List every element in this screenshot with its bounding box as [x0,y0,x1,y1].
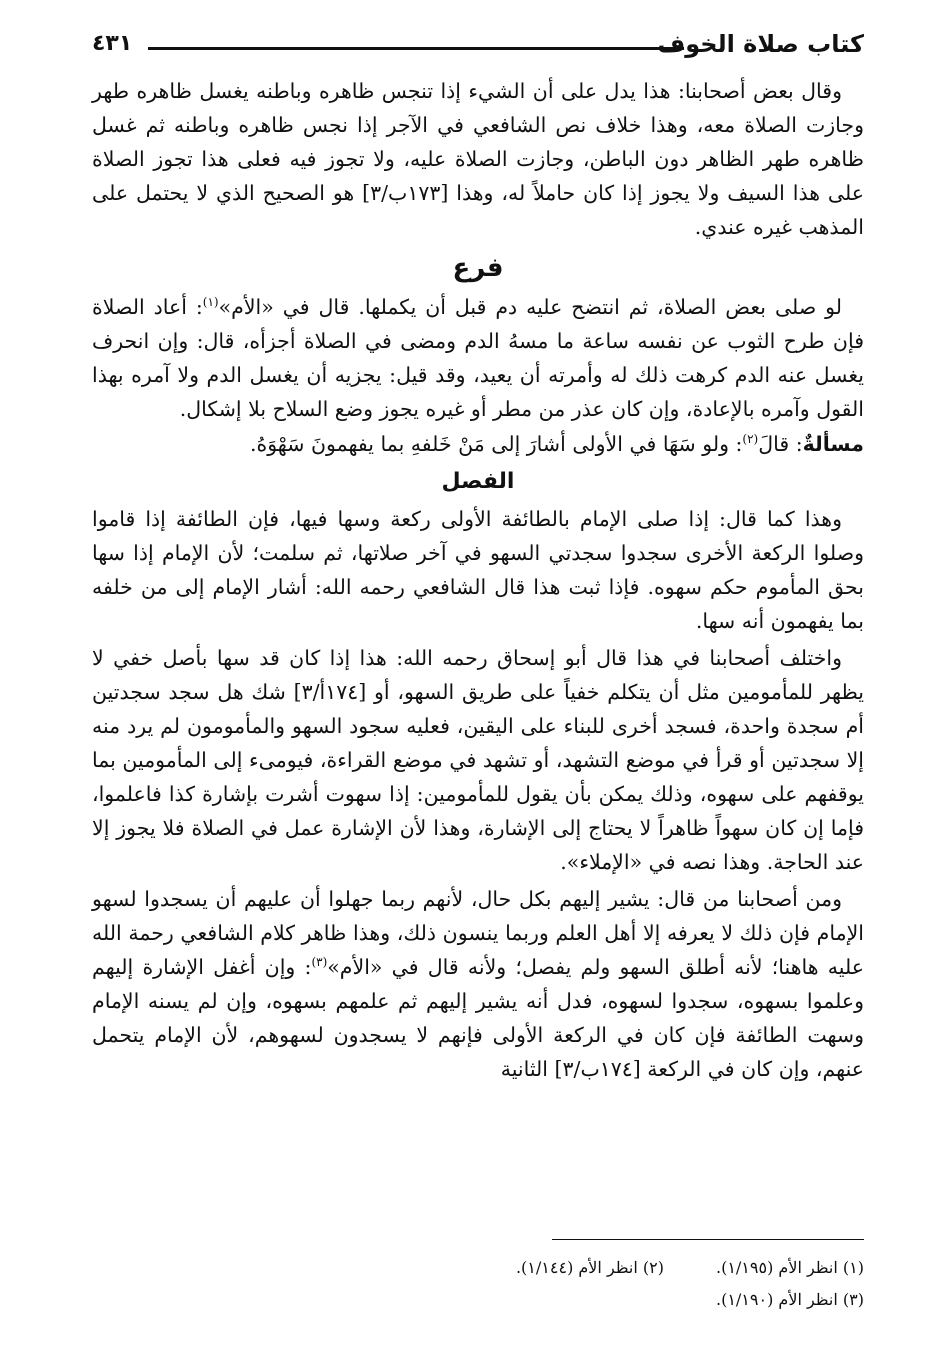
paragraph-5 [92,882,864,1086]
footnote-2: (٢) انظر الأم (١/١٤٤). [515,1258,664,1277]
masala-text-b: : ولو سَهَا في الأولى أشارَ إلى مَنْ خَلفهِ بما يفهمونَ سَهْوَهُ. [249,432,743,456]
book-title: كتاب صلاة الخوف [657,30,864,58]
footnote-row [304,1284,864,1316]
masala-label: مسألةٌ [802,432,864,456]
footnote-rule [552,1239,864,1240]
paragraph-2-text-b: : أعاد الصلاة فإن طرح الثوب عن نفسه ساعة ما مسهُ الدم ومضى في الصلاة أجزأه، قال: وإن انحرف يغسل عنه الدم كرهت ذلك له وأمرته أن يعيد، وقد قيل: يجزيه أن يغسل الدم ولا آمره بهذا القول وآمره بالإعادة، وإن كان عذر من مطر أو غيره يجوز وضع السلاح بلا إشكال. [92,295,864,421]
footnote-ref-2: (٢) [742,432,759,447]
paragraph-5-text-b: : وإن أغفل الإشارة إليهم وعلموا بسهوه، سجدوا لسهوه، فدل أنه يشير إليهم ثم علمهم بسهوه، وإن لم يسنه الإمام وسهت الطائفة فإن كان في الركعة الأولى فإنهم لا يسجدون لسهوهم، لأن الإمام يتحمل عنهم، وإن كان في الركعة [١٧٤ب/٣] الثانية [92,955,864,1081]
heading-fasl: الفصل [441,469,515,494]
main-text [92,74,864,1086]
footnote-3: (٣) انظر الأم (١/١٩٠). [715,1290,864,1309]
paragraph-2 [92,290,864,426]
heading-far: فرع [452,253,504,283]
footnote-row [304,1252,864,1284]
page-number: ٤٣١ [92,31,133,56]
footnote-ref-3: (٣) [311,955,328,970]
paragraph-3: وهذا كما قال: إذا صلى الإمام بالطائفة الأولى ركعة وسها فيها، فإن الطائفة إذا قاموا وصلوا الركعة الأخرى سجدوا سجدتي السهو في آخر صلاتها، ثم سلمت؛ لأن الإمام إذا سها بحق المأموم حكم سهوه. فإذا ثبت هذا قال الشافعي رحمه الله: أشار الإمام إلى من خلفه بما يفهمون أنه سها. [92,507,864,633]
paragraph-2-text-a: لو صلى بعض الصلاة، ثم انتضح عليه دم قبل أن يكملها. قال في «الأم» [218,295,843,319]
footnote-ref-1: (١) [202,295,219,310]
masala-line [92,426,864,462]
footnote-1: (١) انظر الأم (١/١٩٥). [715,1258,864,1277]
footnotes [304,1252,864,1316]
paragraph-1: وقال بعض أصحابنا: هذا يدل على أن الشيء إذا تنجس ظاهره وباطنه يغسل ظاهره طهر وجازت الصلاة معه، وهذا خلاف نص الشافعي في الآجر إذا نجس ظاهره وباطنه ثم غسل ظاهره طهر الظاهر دون الباطن، وجازت الصلاة عليه، ولا تجوز فيه فعلى هذا تجوز الصلاة على هذا السيف ولا يجوز إذا كان حاملاً له، وهذا [١٧٣ب/٣] هو الصحيح الذي لا يحتمل على المذهب غيره عندي. [92,79,864,239]
paragraph-5-text-a: ومن أصحابنا من قال: يشير إليهم بكل حال، لأنهم ربما جهلوا أن عليهم أن يسجدوا لسهو الإمام فإن ذلك لا يعرفه إلا أهل العلم وربما ينسون ذلك، وهذا ظاهر كلام الشافعي رحمة الله عليه هاهنا؛ لأنه أطلق السهو ولم يفصل؛ ولأنه قال في «الأم» [92,887,865,979]
masala-text-a: : قالَ [758,432,803,456]
running-header [92,26,864,66]
header-rule [148,47,684,50]
paragraph-4: واختلف أصحابنا في هذا قال أبو إسحاق رحمه الله: هذا إذا كان قد سها بأصل خفي لا يظهر للمأمومين مثل أن يتكلم خفياً على طريق السهو، أو [١٧٤أ/٣] شك هل سجد سجدتين أم سجدة واحدة، فسجد أخرى للبناء على اليقين، فعليه سجود السهو والمأمومون لم يرد منه إلا سجدتين أو قرأ في موضع التشهد، أو تشهد في موضع القراءة، فيومىء إلى المأمومين بما يوقفهم على سهوه، وذلك يمكن بأن يقول للمأمومين: إذا سهوت أشرت بإشارة كذا فاعلموا، فإما إن كان سهواً ظاهراً لا يحتاج إلى الإشارة، وهذا لأن الإشارة عمل في الصلاة فلا يجوز إلا عند الحاجة. وهذا نصه في «الإملاء». [92,646,864,874]
